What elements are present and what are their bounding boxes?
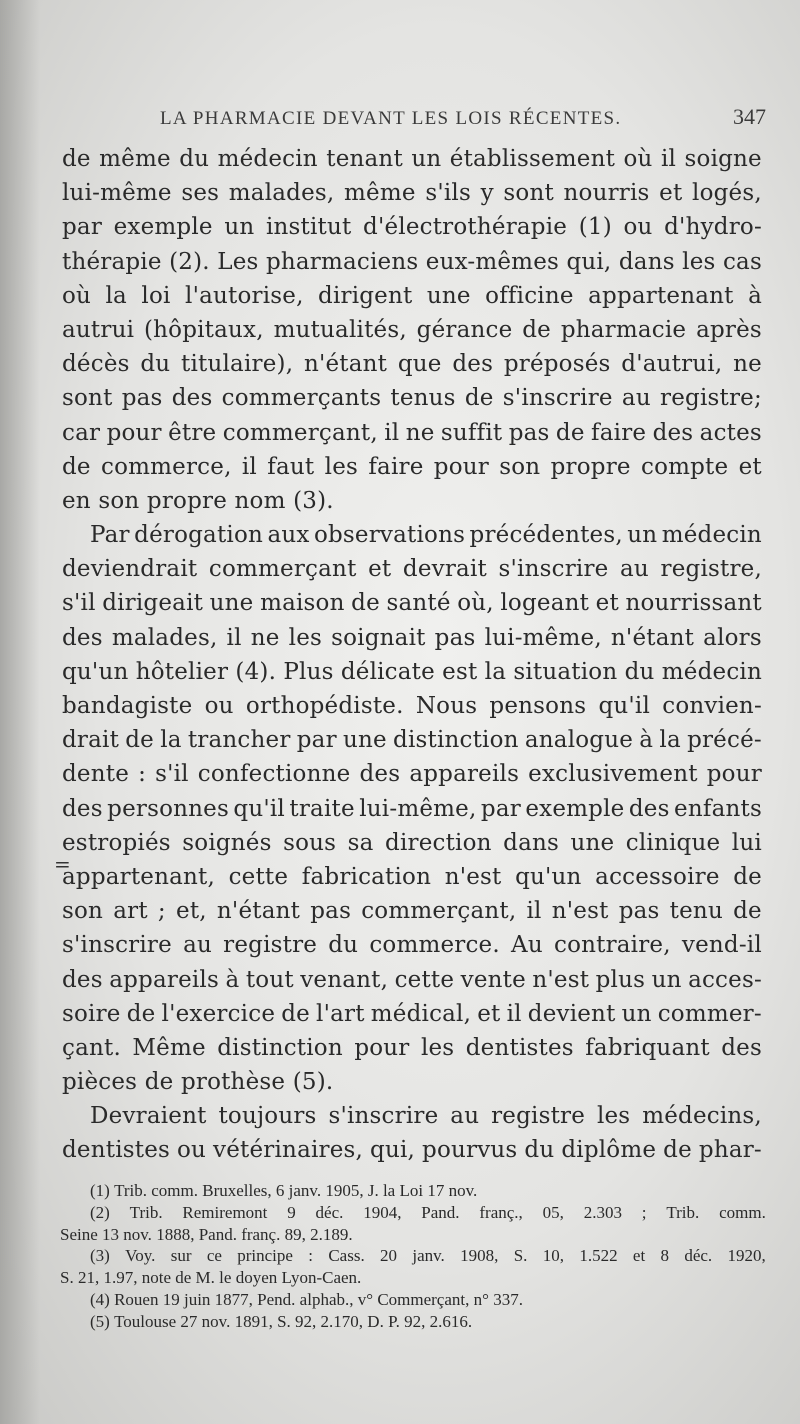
text-line: lui-même ses malades, même s'ils y sont nourris et logés, <box>62 180 762 207</box>
text-line: par exemple un institut d'électrothérapie (1) ou d'hydro- <box>62 214 762 241</box>
footnotes <box>60 1180 766 1333</box>
text-line: qu'un hôtelier (4). Plus délicate est la situation du médecin <box>62 658 762 685</box>
text-line: en son propre nom (3). <box>62 487 334 514</box>
text-line: de même du médecin tenant un établissement où il soigne <box>62 146 762 172</box>
text-line: s'il dirigeait une maison de santé où, logeant et nourrissant <box>62 590 762 617</box>
footnote-line: (4) Rouen 19 juin 1877, Pend. alphab., v° Commerçant, n° 337. <box>90 1289 523 1309</box>
text-line: car pour être commerçant, il ne suffit pas de faire des actes <box>62 419 762 446</box>
text-line: çant. Même distinction pour les dentistes fabriquant des <box>62 1034 762 1061</box>
text-line: sont pas des commerçants tenus de s'inscrire au registre; <box>62 385 762 412</box>
text-line: appartenant, cette fabrication n'est qu'un accessoire de <box>62 863 762 890</box>
text-line: soire de l'exercice de l'art médical, et il devient un commer- <box>62 1000 762 1027</box>
text-line: son art ; et, n'étant pas commerçant, il n'est pas tenu de <box>62 898 762 925</box>
text-line: s'inscrire au registre du commerce. Au contraire, vend-il <box>62 932 762 959</box>
footnote-line: (1) Trib. comm. Bruxelles, 6 janv. 1905, J. la Loi 17 nov. <box>90 1181 478 1200</box>
text-line: deviendrait commerçant et devrait s'inscrire au registre, <box>62 556 762 583</box>
running-title: LA PHARMACIE DEVANT LES LOIS RÉCENTES. <box>160 108 622 129</box>
text-line: bandagiste ou orthopédiste. Nous pensons qu'il convien- <box>62 693 762 719</box>
footnote-line: (2) Trib. Remiremont 9 déc. 1904, Pand. franç., 05, 2.303 ; Trib. comm. <box>90 1202 766 1222</box>
footnote-line: (3) Voy. sur ce principe : Cass. 20 janv. 1908, S. 10, 1.522 et 8 déc. 1920, <box>90 1246 766 1266</box>
text-line: Devraient toujours s'inscrire au registre les médecins, <box>90 1103 762 1130</box>
margin-mark: = <box>54 852 71 876</box>
text-line: dentistes ou vétérinaires, qui, pourvus du diplôme de phar- <box>62 1137 762 1164</box>
body-text <box>62 142 762 1168</box>
running-header <box>160 104 766 134</box>
text-line: drait de la trancher par une distinction analogue à la précé- <box>62 727 762 754</box>
text-line: pièces de prothèse (5). <box>62 1069 334 1096</box>
text-line: des appareils à tout venant, cette vente n'est plus un acces- <box>62 966 762 993</box>
text-line: de commerce, il faut les faire pour son propre compte et <box>62 453 762 480</box>
text-line: thérapie (2). Les pharmaciens eux-mêmes qui, dans les cas <box>62 248 762 275</box>
text-line: décès du titulaire), n'étant que des préposés d'autrui, ne <box>62 351 762 378</box>
text-line: estropiés soignés sous sa direction dans une clinique lui <box>62 829 762 856</box>
page-number: 347 <box>733 104 766 129</box>
text-line: des personnes qu'il traite lui-même, par exemple des enfants <box>62 795 762 822</box>
text-line: où la loi l'autorise, dirigent une officine appartenant à <box>62 282 762 309</box>
text-line: Par dérogation aux observations précédentes, un médecin <box>90 522 762 549</box>
footnote-line: S. 21, 1.97, note de M. le doyen Lyon-Caen. <box>60 1268 362 1288</box>
text-line: dente : s'il confectionne des appareils exclusivement pour <box>62 761 762 788</box>
footnote-line: Seine 13 nov. 1888, Pand. franç. 89, 2.189. <box>60 1224 353 1244</box>
text-line: des malades, il ne les soignait pas lui-même, n'étant alors <box>62 624 762 651</box>
text-line: autrui (hôpitaux, mutualités, gérance de pharmacie après <box>62 316 762 343</box>
footnote-line: (5) Toulouse 27 nov. 1891, S. 92, 2.170, D. P. 92, 2.616. <box>90 1311 473 1331</box>
